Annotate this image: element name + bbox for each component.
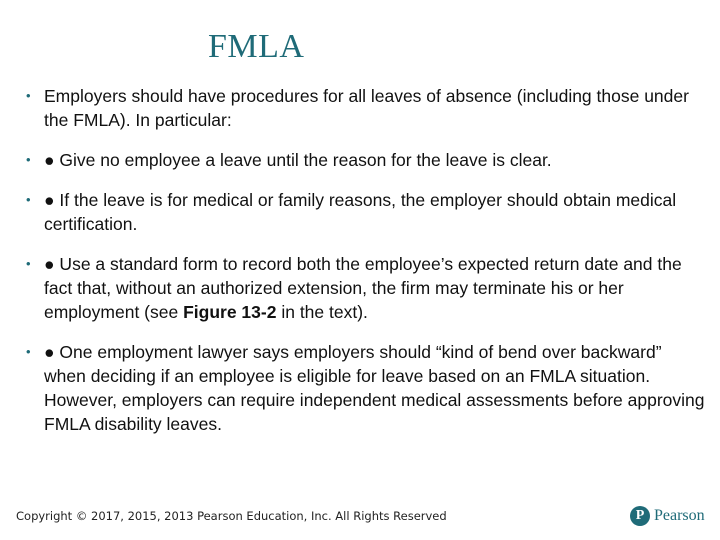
bullet-marker: • bbox=[26, 88, 31, 103]
bullet-marker: • bbox=[26, 152, 31, 167]
bullet-text-after: in the text). bbox=[276, 302, 368, 322]
bullet-item bbox=[26, 252, 706, 324]
bullet-text bbox=[44, 254, 682, 322]
bullet-text: ● Give no employee a leave until the reason for the leave is clear. bbox=[44, 150, 552, 170]
bullet-marker: • bbox=[26, 192, 31, 207]
pearson-wordmark: Pearson bbox=[654, 507, 705, 524]
bullet-text: ● If the leave is for medical or family reasons, the employer should obtain medical certification. bbox=[44, 190, 677, 234]
bullet-marker: • bbox=[26, 256, 31, 271]
bullet-text: ● One employment lawyer says employers should “kind of bend over backward” when deciding if an employee is eligible for leave based on an FMLA situation. However, employers can require independent medical assessments before approving FMLA disability leaves. bbox=[44, 342, 705, 434]
pearson-logo bbox=[630, 506, 705, 526]
bullet-list bbox=[26, 84, 706, 452]
bullet-item bbox=[26, 84, 706, 132]
copyright-footer: Copyright © 2017, 2015, 2013 Pearson Education, Inc. All Rights Reserved bbox=[16, 509, 447, 523]
bullet-item bbox=[26, 148, 706, 172]
figure-reference: Figure 13-2 bbox=[183, 302, 277, 322]
bullet-item bbox=[26, 340, 706, 436]
bullet-marker: • bbox=[26, 344, 31, 359]
bullet-text-before: ● Use a standard form to record both the employee’s expected return date and the fact that, without an authorized extension, the firm may terminate his or her employment (see bbox=[44, 254, 682, 322]
bullet-item bbox=[26, 188, 706, 236]
bullet-text: Employers should have procedures for all leaves of absence (including those under the FMLA). In particular: bbox=[44, 86, 689, 130]
slide-title: FMLA bbox=[208, 28, 305, 65]
pearson-mark-icon: P bbox=[630, 506, 650, 526]
